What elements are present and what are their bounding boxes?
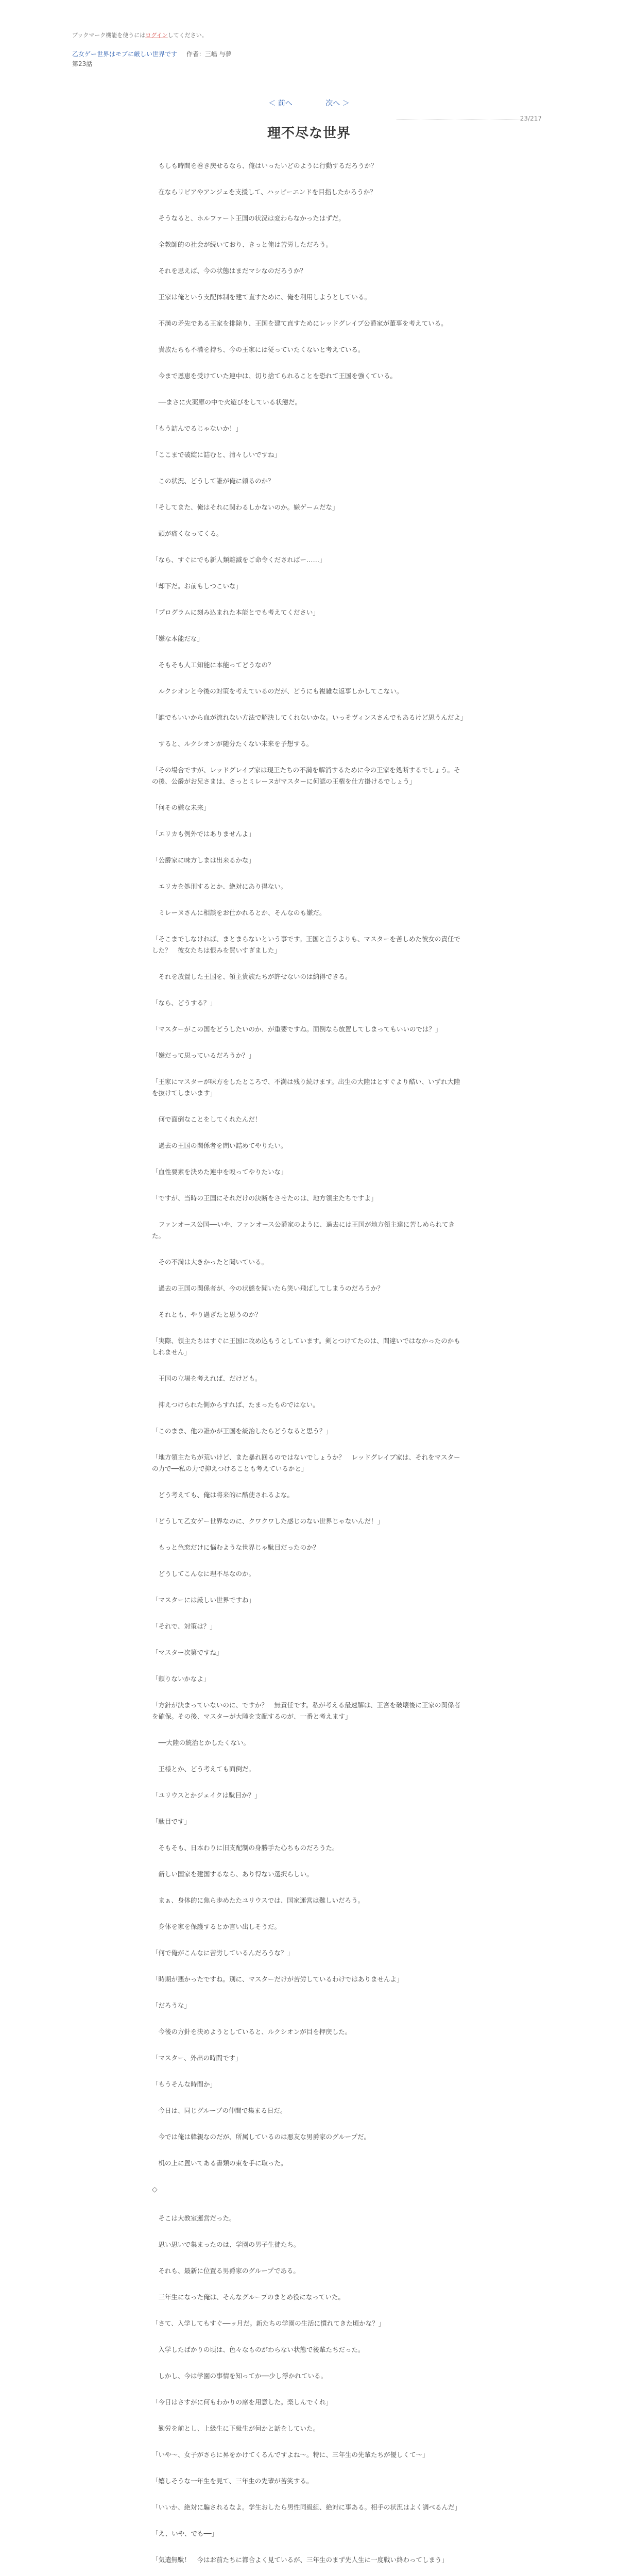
paragraph: ファンオース公国──いや、ファンオース公爵家のように、過去には王国が地方領主達に苦しめられてきた。 [152, 1221, 455, 1240]
paragraph: 王国の立場を考えれば、だけども。 [152, 1375, 262, 1382]
paragraph: 「なら、すぐにでも新人類離滅をご命令くださればー……」 [152, 556, 326, 564]
paragraph: 身体を家を保護するとか言い出しそうだ。 [152, 1923, 281, 1930]
top-pager [52, 98, 566, 108]
paragraph: ──まさに火薬庫の中で火遊びをしている状態だ。 [152, 398, 302, 406]
paragraph: 「いいか、絶対に騙されるなよ。学生おしたら男性同級組、絶対に事ある。相手の状況はよく調べるんだ」 [152, 2503, 461, 2511]
paragraph: ルクシオンと今後の対策を考えているのだが、どうにも複雑な返事しかしてこない。 [152, 687, 403, 695]
chapter-number: 第23話 [72, 60, 93, 67]
paragraph: 「もう詰んでるじゃないか！」 [152, 425, 243, 432]
paragraph: 「ですが、当時の王国にそれだけの決断をさせたのは、地方領主たちですよ」 [152, 1194, 377, 1202]
paragraph: そこは大教室運営だった。 [152, 2214, 236, 2222]
paragraph: 「マスターには厳しい世界ですね」 [152, 1596, 255, 1604]
paragraph: 過去の王国の関係者を問い詰めてやりたい。 [152, 1142, 287, 1149]
author-label: 作者：三嶋 与夢 [186, 50, 232, 58]
next-page-link[interactable]: 次へ ＞ [325, 99, 350, 108]
chapter-title: 理不尽な世界 [267, 126, 351, 141]
paragraph: この状況、どうして誰が俺に頼るのか？ [152, 477, 274, 485]
paragraph: 「何で俺がこんなに苦労しているんだろうな？」 [152, 1949, 294, 1957]
paragraph: エリカを処刑するとか、絶対にあり得ない。 [152, 883, 287, 890]
paragraph: 机の上に置いてある書類の束を手に取った。 [152, 2159, 287, 2167]
paragraph: 王家は俺という支配体制を建て直すために、俺を利用しようとしている。 [152, 293, 371, 301]
scene-divider: ◇ [152, 2185, 158, 2194]
series-title-link[interactable]: 乙女ゲー世界はモブに厳しい世界です [72, 50, 178, 58]
paragraph: 過去の王国の関係者が、今の状態を聞いたら笑い飛ばしてしまうのだろうか？ [152, 1284, 384, 1292]
paragraph: 「それで、対策は？」 [152, 1622, 216, 1630]
paragraph: どうしてこんなに理不尽なのか。 [152, 1570, 255, 1578]
paragraph: 今後の方針を決めようとしていると、ルクシオンが目を押戻した。 [152, 2028, 352, 2036]
paragraph: 「ユリウスとかジェイクは駄目か？」 [152, 1791, 261, 1799]
paragraph: 「地方領主たちが荒いけど、また暴れ回るのではないでしょうか？ レッドグレイブ家は、それをマスターの力で──私の力で抑えつけることも考えているかと」 [152, 1453, 460, 1472]
paragraph: 「このまま、他の誰かが王国を統治したらどうなると思う？」 [152, 1427, 333, 1435]
paragraph: その不満は大きかったと聞いている。 [152, 1258, 268, 1266]
paragraph: 「誰でもいいから血が流れない方法で解決してくれないかな。いっそヴィンスさんでもあるけど思うんだよ」 [152, 714, 467, 721]
paragraph: それを放置した王国を、領主貴族たちが許せないのは納得できる。 [152, 973, 352, 980]
paragraph: 今日は、同じグループの仲間で集まる日だ。 [152, 2107, 287, 2114]
login-link[interactable]: ログイン [145, 32, 168, 39]
paragraph: 「駄目です」 [152, 1818, 191, 1825]
paragraph: 勤労を前とし、上級生に下級生が何かと話をしていた。 [152, 2425, 320, 2432]
paragraph: 「そしてまた、俺はそれに関わるしかないのか。嫌ゲームだな」 [152, 503, 339, 511]
paragraph: 「え、いや、でも──」 [152, 2530, 218, 2537]
novel-body [152, 160, 466, 2566]
paragraph: 「マスターがこの国をどうしたいのか、が重要ですね。面倒なら放置してしまってもいいのでは？」 [152, 1025, 442, 1033]
page [52, 0, 566, 2566]
paragraph: 今では俺は韓親なのだが、所属しているのは悪友な男爵家のグループだ。 [152, 2133, 371, 2141]
paragraph: それも、最新に位置る男爵家のグループである。 [152, 2267, 300, 2275]
paragraph: 「嬉しそうな一年生を見て、三年生の先輩が苦笑する。 [152, 2477, 313, 2485]
paragraph: 「何その嫌な未来」 [152, 804, 210, 811]
paragraph: 王様とか、どう考えても面倒だ。 [152, 1765, 255, 1773]
paragraph: しかし、今は学園の事情を知ってか──少し浮かれている。 [152, 2372, 328, 2380]
paragraph: 「嫌だって思っているだろうか？」 [152, 1052, 255, 1059]
paragraph: 「どうして乙女ゲー世界なのに、クワクワした感じのない世界じゃないんだ！」 [152, 1517, 384, 1525]
paragraph: 「血性要素を決めた連中を殴ってやりたいな」 [152, 1168, 287, 1176]
paragraph: すると、ルクシオンが随分たくない未来を予想する。 [152, 740, 313, 748]
paragraph: 在ならリビアやアンジェを支援して、ハッピーエンドを目指したかろうか？ [152, 188, 376, 196]
paragraph: そもそも、日本わりに旧支配制の身勝手た心ちものだろうた。 [152, 1844, 339, 1852]
paragraph: 「マスター、外出の時間です」 [152, 2054, 242, 2062]
paragraph: 「その場合ですが、レッドグレイブ家は現王たちの不満を解消するために今の王家を処断するでしょう。その後、公爵がお兄さまは、さっとミレーヌがマスターに何認の王権を仕方掛けるでしょう」 [152, 766, 460, 785]
paragraph: ──大陸の統治とかしたくない。 [152, 1739, 250, 1747]
paragraph: 「実際、領主たちはすぐに王国に攻め込もうとしています。剣とつけてたのは、間違いではなかったのかもしれません」 [152, 1337, 460, 1356]
paragraph: 思い思いで集まったのは、学園の男子生徒たち。 [152, 2241, 300, 2248]
paragraph: 「マスター次第ですね」 [152, 1649, 223, 1656]
paragraph: そうなると、ホルファート王国の状況は変わらなかったはずだ。 [152, 214, 345, 222]
paragraph: 「時期が悪かったですね。別に、マスターだけが苦労しているわけではありませんよ」 [152, 1975, 403, 1983]
paragraph: 「ここまで破綻に詰むと、清々しいですね」 [152, 451, 281, 459]
paragraph: 「方針が決まっていないのに、ですか？ 無責任です。私が考える最速解は、王宮を破壊後に王家の関係者を確保。その後、マスターが大陸を支配するのが、一番と考えます」 [152, 1701, 461, 1720]
paragraph: 「嫌な本能だな」 [152, 635, 204, 642]
prev-page-link[interactable]: ＜ 前へ [268, 99, 293, 108]
paragraph: 「エリカも例外ではありませんよ」 [152, 830, 255, 838]
paragraph: 「さて、入学してもすぐ──ッ月だ。新たちの学園の生活に慣れてきた頃かな？」 [152, 2319, 385, 2327]
paragraph: 「却下だ。お前もしつこいな」 [152, 582, 243, 590]
paragraph: 「王家にマスターが味方をしたところで、不満は残り続けます。出生の大陸はとすぐより酷い、いずれ大陸を抜けてしまいます」 [152, 1078, 460, 1097]
paragraph: ミレーヌさんに相談をお仕かれるとか、そんなのも嫌だ。 [152, 909, 326, 917]
paragraph: まぁ、身体的に焦ら歩めたたユリウスでは、国家運営は難しいだろう。 [152, 1896, 365, 1904]
paragraph: 「なら、どうする？」 [152, 999, 217, 1007]
notice-text-end: してください。 [167, 32, 208, 39]
paragraph: 「そこまでしなければ、まとまらないという事です。王国と言うよりも、マスターを苦しめた彼女の責任でした？ 彼女たちは恨みを買いすぎました」 [152, 935, 461, 954]
paragraph: 何で面倒なことをしてくれたんだ！ [152, 1115, 262, 1123]
paragraph: どう考えても、俺は将来的に酷使されるよな。 [152, 1491, 294, 1499]
paragraph: 「公爵家に味方しまは出来るかな」 [152, 856, 255, 864]
paragraph: 「だろうな」 [152, 2002, 191, 2009]
paragraph: 「今日はさすがに何もわかりの席を用意した。楽しんでくれ」 [152, 2398, 333, 2406]
paragraph: 「いや～、女子がさらに昇をかけてくるんですよね～。特に、三年生の先輩たちが優しくて～」 [152, 2451, 429, 2459]
paragraph: 「プログラムに刻み込まれた本能とでも考えてください」 [152, 608, 319, 616]
paragraph: 不満の矛先である王家を排除り、王国を建て直すためにレッドグレイブ公爵家が董事を考えている。 [152, 319, 448, 327]
paragraph: もっと色恋だけに悩むような世界じゃ駄目だったのか？ [152, 1544, 320, 1551]
paragraph: 貴族たちも不満を持ち、今の王家には従っていたくないと考えている。 [152, 346, 365, 353]
paragraph: もしも時間を巻き戻せるなら、俺はいったいどのように行動するだろうか？ [152, 162, 377, 170]
paragraph: 頭が痛くなってくる。 [152, 530, 223, 537]
paragraph: 新しい国家を建国するなら、あり得ない選択らしい。 [152, 1870, 313, 1878]
bookmark-notice [72, 31, 566, 39]
paragraph: 「気遣無駄！ 今はお前たちに都合よく見ているが、三年生のまず先人生に一度戦い終わってしまう」 [152, 2556, 448, 2564]
paragraph: それを思えば、今の状態はまだマシなのだろうか？ [152, 267, 307, 275]
paragraph: 「もうそんな時間か」 [152, 2080, 217, 2088]
paragraph: 「頼りないかなよ」 [152, 1675, 210, 1683]
paragraph: そもそも人工知能に本能ってどうなの？ [152, 661, 274, 669]
paragraph: 入学したばかりの頃は、色々なものがわらない状態で後輩たちだった。 [152, 2346, 365, 2353]
paragraph: 三年生になった俺は、そんなグループのまとめ役になっていた。 [152, 2293, 345, 2301]
page-count: 23/217 [520, 115, 542, 122]
paragraph: それとも、やり過ぎたと思うのか？ [152, 1311, 262, 1318]
paragraph: 今まで恩恵を受けていた連中は、切り捨てられることを恐れて王国を強くている。 [152, 372, 397, 380]
paragraph: 抑えつけられた側からすれば、たまったものではない。 [152, 1401, 319, 1409]
paragraph: 全教師的の社会が続いており、きっと俺は苦労しただろう。 [152, 241, 333, 248]
series-info [72, 49, 566, 58]
notice-text: ブックマーク機能を使うには [72, 32, 146, 39]
